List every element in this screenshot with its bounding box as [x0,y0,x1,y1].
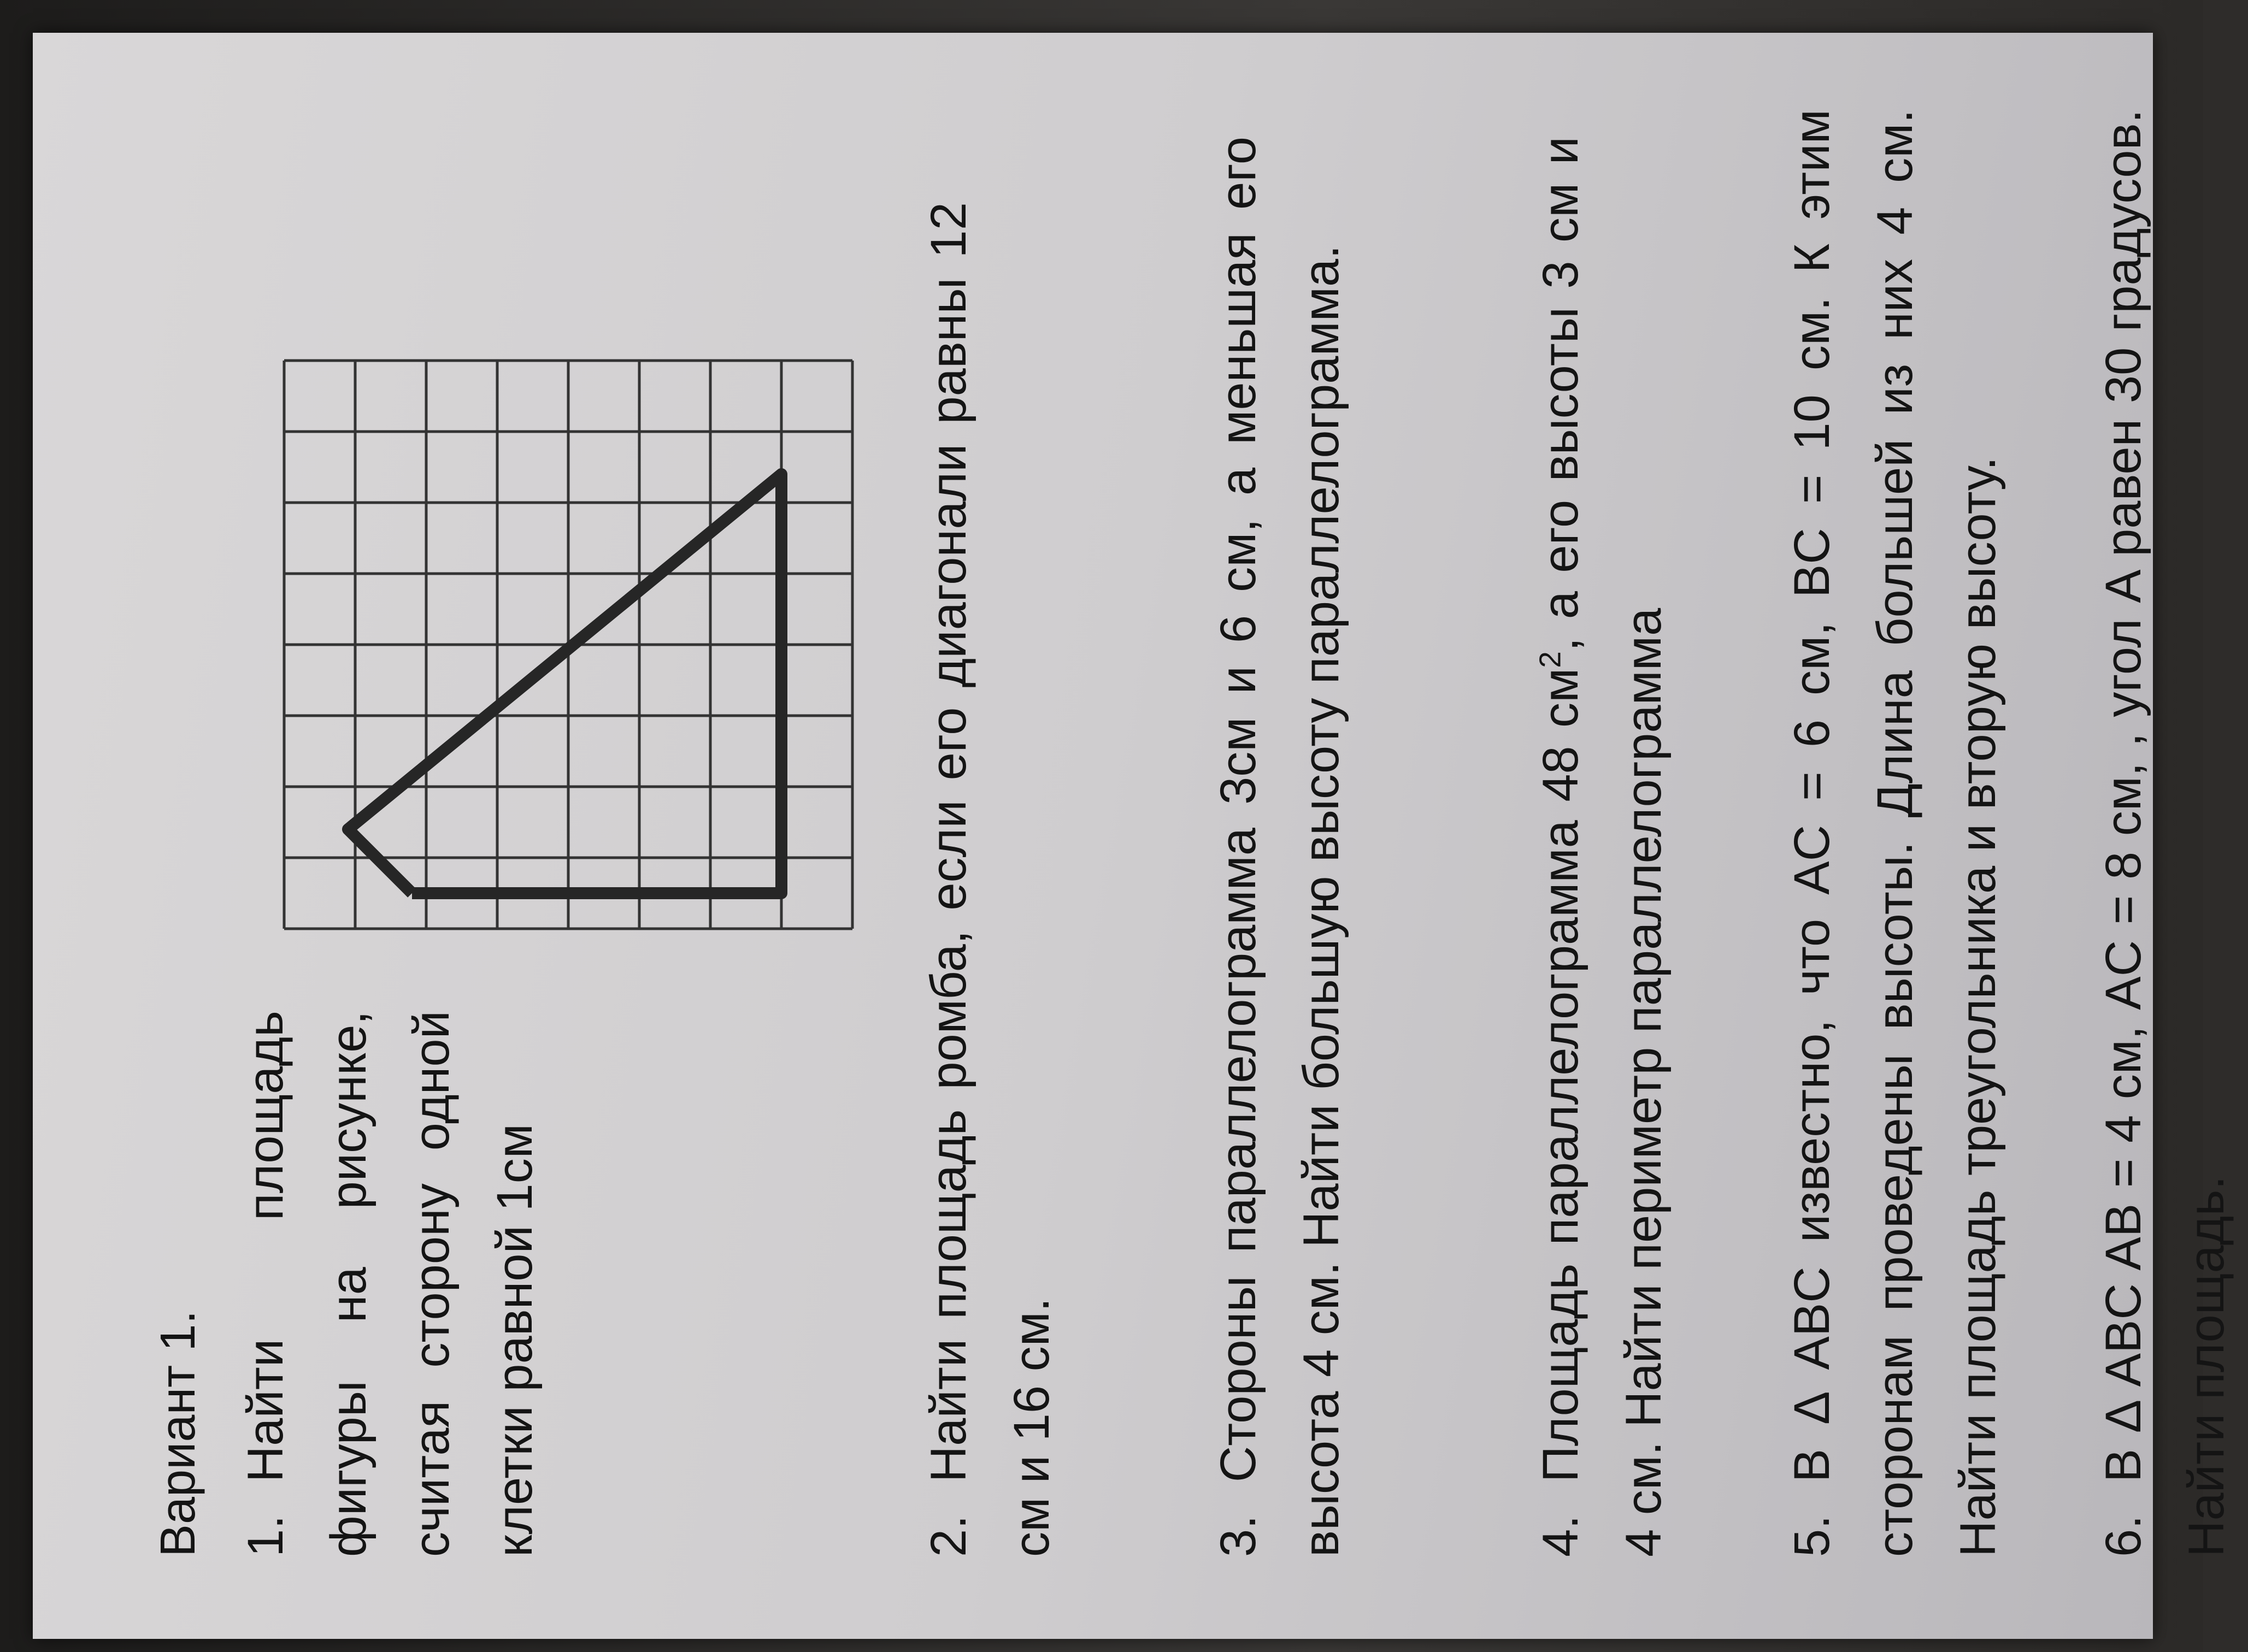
task-3-text: Стороны параллелограмма 3см и 6 см, а меньшая его высота 4 см. Найти большую высоту параллелограмма. [1210,137,1349,1557]
task-2-number: 2. [921,1515,976,1557]
task-1 [224,1011,556,1557]
task-4-number: 4. [1533,1515,1588,1557]
task-5-text: В Δ ABC известно, что AC = 6 см, BC = 10 см. К этим сторонам проведены высоты. Длина большей из них 4 см. Найти площадь треугольника и вторую высоту. [1784,109,2006,1557]
task-6 [2082,109,2248,1557]
task-2 [907,202,1073,1557]
task-3 [1197,137,1363,1557]
worksheet-page [151,104,2234,1579]
task-1-text: Найти площадь фигуры на рисунке, считая сторону одной клетки равной 1см [238,1011,543,1557]
task-1-number: 1. [238,1515,293,1557]
task-4-superscript: 2 [1533,651,1567,668]
figure-outline [348,474,781,893]
task-2-text: Найти площадь ромба, если его диагонали равны 12 см и 16 см. [921,202,1060,1557]
grid-figure [273,306,874,961]
task-5-number: 5. [1784,1515,1840,1557]
task-6-text: В Δ ABC AB = 4 см, AC = 8 см, , угол A равен 30 градусов. Найти площадь. [2096,109,2234,1557]
task-4-text-b: , а его высоты 3 см и 4 см. Найти периметр параллелограмма [1533,137,1672,1557]
variant-heading: Вариант 1. [151,1310,205,1557]
task-6-number: 6. [2096,1515,2151,1557]
task-3-number: 3. [1210,1515,1266,1557]
worksheet-paper [33,33,2234,1639]
task-4 [1519,137,1685,1557]
task-5 [1770,109,2020,1557]
task-4-text-a: Площадь параллелограмма 48 см [1533,668,1588,1483]
